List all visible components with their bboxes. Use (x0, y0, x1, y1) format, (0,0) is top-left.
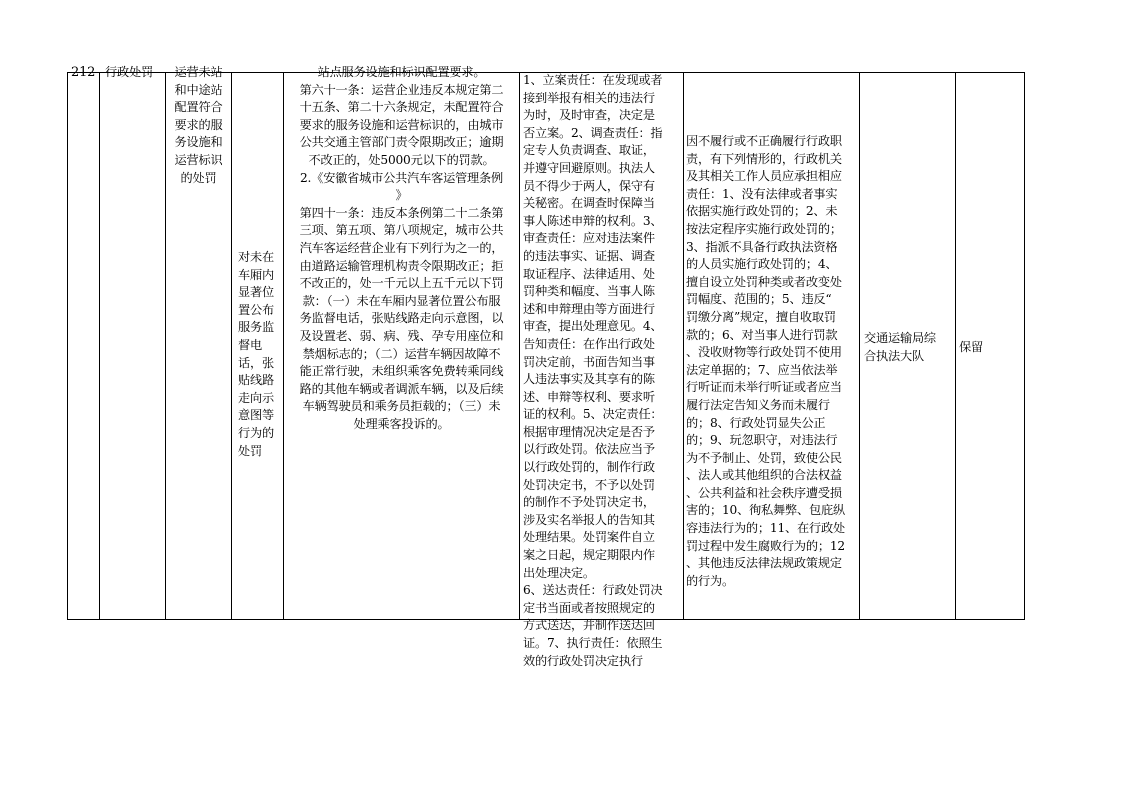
text-line: 因不履行或不正确履行行政职 (686, 134, 842, 148)
sub-item-text (238, 249, 274, 460)
text-line: 、法人或其他组织的合法权益 (686, 468, 842, 483)
text-line: 公共交通主管部门责令限期改正；逾期 (299, 135, 504, 150)
text-line: 的；8、行政处罚显失公正 (686, 415, 826, 430)
text-line: 2.《安徽省城市公共汽车客运管理条例 (299, 170, 504, 185)
text-line: 第四十一条：违反本条例第二十二条第 (299, 205, 504, 220)
text-line: 禁烟标志的；（二）运营车辆因故障不 (302, 346, 501, 361)
text-line: 定专人负责调查、取证， (523, 143, 655, 158)
department-text (864, 329, 936, 365)
text-line: 述、申辩等权利、要求听 (523, 389, 655, 404)
text-line: 置公布 (238, 302, 274, 317)
text-line: 取证程序、法律适用、处 (523, 266, 655, 281)
text-line: 、公共利益和社会秩序遭受损 (686, 485, 842, 500)
status-cell (956, 73, 1026, 619)
text-line: 方式送达，并制作送达回 (523, 618, 655, 633)
text-line: 责，有下列情形的，行政机关 (686, 151, 842, 166)
responsibility-text (523, 72, 662, 670)
text-line: 三项、第五项、第八项规定，城市公共 (299, 223, 504, 238)
row-number-cell (68, 65, 100, 619)
text-line: 运营未站 (174, 65, 223, 79)
text-line: 不改正的，处一千元以上五千元以下罚 (299, 276, 504, 291)
text-line: 不改正的，处5000元以下的罚款。 (308, 152, 495, 167)
table-row (67, 65, 1025, 668)
text-line: 事人陈述申辩的权利。3、 (523, 213, 663, 228)
text-line: 的行为。 (686, 573, 734, 588)
text-line: 审查，提出处理意见。4、 (523, 319, 663, 334)
text-line: 行听证而未举行听证或者应当 (686, 380, 842, 395)
text-line: 的人员实施行政处罚的；4、 (686, 257, 838, 272)
text-line: 否立案。2、调查责任：指 (523, 125, 663, 140)
text-line: 汽车客运经营企业有下列行为之一的， (299, 240, 504, 255)
sub-item-cell (232, 73, 284, 619)
text-line: 1、立案责任：在发现或者 (523, 73, 663, 87)
text-line: 款的；6、对当事人进行罚款 (686, 327, 838, 342)
accountability-text (686, 133, 845, 590)
text-line: 处罚 (238, 443, 262, 458)
text-line: 的违法事实、证据、调查 (523, 248, 655, 263)
text-line: 要求的服务设施和运营标识的，由城市 (299, 117, 504, 132)
text-line: 车辆驾驶员和乘务员拒载的；（三）未 (302, 399, 501, 414)
text-line: 容违法行为的；11、在行政处 (686, 521, 845, 536)
text-line: 关秘密。在调查时保障当 (523, 196, 655, 211)
text-line: 责任：1、没有法律或者事实 (686, 186, 838, 201)
text-line: 走向示 (238, 390, 274, 405)
text-line: 证的权利。5、决定责任： (523, 407, 663, 422)
text-line: 务监督电话，张贴线路走向示意图，以 (299, 311, 504, 326)
text-line: 话，张 (238, 355, 274, 370)
text-line: 由道路运输管理机构责令限期改正；拒 (299, 258, 504, 273)
text-line: 根据审理情况决定是否予 (523, 424, 655, 439)
text-line: 行为的 (238, 425, 274, 440)
text-line: 督电 (238, 337, 262, 352)
responsibility-cell (520, 73, 684, 668)
text-line: 员不得少于两人，保守有 (523, 178, 655, 193)
text-line: 按法定程序实施行政处罚的； (686, 221, 842, 236)
text-line: 罚缴分离”规定，擅自收取罚 (686, 309, 836, 324)
text-line: 并遵守回避原则。执法人 (523, 160, 655, 175)
text-line: 为不予制止、处罚，致使公民 (686, 450, 842, 465)
text-line: 处理结果。处罚案件自立 (523, 530, 655, 545)
text-line: 定书当面或者按照规定的 (523, 600, 655, 615)
text-line: 的处罚 (180, 170, 217, 185)
item-name-text (166, 64, 231, 187)
text-line: 车厢内 (238, 267, 274, 282)
text-line: 能正常行驶，未组织乘客免费转乘同线 (299, 364, 504, 379)
text-line: 处罚决定书，不予以处罚 (523, 477, 655, 492)
item-name-cell (166, 65, 232, 619)
text-line: 意图等 (238, 408, 274, 423)
text-line: 合执法大队 (864, 349, 924, 363)
text-line: 审查责任：应对违法案件 (523, 231, 655, 246)
text-line: 述和申辩理由等方面进行 (523, 301, 655, 316)
text-line: 交通运输局综 (864, 331, 936, 345)
text-line: 运营标识 (174, 152, 223, 167)
text-line: 履行法定告知义务而未履行 (686, 397, 830, 412)
text-line: 以行政处罚。依法应当予 (523, 442, 655, 457)
row-number: 212 (71, 65, 96, 80)
text-line: 配置符合 (174, 100, 223, 115)
text-line: 为时，及时审查，决定是 (523, 108, 655, 123)
accountability-cell (684, 73, 860, 619)
text-line: 涉及实名举报人的告知其 (523, 512, 655, 527)
text-line: 对未在 (238, 250, 274, 264)
text-line: 罚幅度、范围的；5、违反“ (686, 292, 832, 307)
text-line: 6、送达责任：行政处罚决 (523, 583, 663, 598)
text-line: 人违法事实及其享有的陈 (523, 372, 655, 387)
text-line: 》 (395, 188, 408, 203)
text-line: 、其他违反法律法规政策规定 (686, 556, 842, 571)
text-line: 证。7、执行责任：依照生 (523, 636, 663, 650)
text-line: 擅自设立处罚种类或者改变处 (686, 274, 842, 289)
text-line: 十五条、第二十六条规定，未配置符合 (299, 100, 504, 115)
legal-basis-cell (284, 65, 520, 619)
text-line: 接到举报有相关的违法行 (523, 90, 655, 105)
text-line: 处理乘客投诉的。 (353, 416, 450, 431)
text-line: 站点服务设施和标识配置要求。 (317, 65, 486, 79)
text-line: 和中途站 (174, 82, 223, 97)
text-line: 及其相关工作人员应承担相应 (686, 169, 842, 184)
text-line: 、没收财物等行政处罚不使用 (686, 345, 842, 360)
text-line: 以行政处罚的，制作行政 (523, 460, 655, 475)
text-line: 要求的服 (174, 117, 223, 132)
text-line: 案之日起，规定期限内作 (523, 548, 655, 563)
text-line: 法定单据的；7、应当依法举 (686, 362, 838, 377)
category-text: 行政处罚 (105, 65, 153, 79)
category-cell (100, 65, 166, 619)
status-text: 保留 (959, 340, 983, 354)
text-line: 服务监 (238, 320, 274, 335)
text-line: 务设施和 (174, 135, 223, 150)
text-line: 罚决定前，书面告知当事 (523, 354, 655, 369)
text-line: 出处理决定。 (523, 565, 595, 580)
legal-basis-text (286, 64, 517, 433)
text-line: 依据实施行政处罚的；2、未 (686, 204, 838, 219)
text-line: 及设置老、弱、病、残、孕专用座位和 (299, 328, 504, 343)
text-line: 罚过程中发生腐败行为的；12 (686, 538, 845, 553)
text-line: 的制作不予处罚决定书， (523, 495, 655, 510)
text-line: 3、指派不具备行政执法资格 (686, 239, 838, 254)
text-line: 第六十一条：运营企业违反本规定第二 (299, 82, 504, 97)
text-line: 款：（一）未在车厢内显著位置公布服 (302, 293, 501, 308)
text-line: 的；9、玩忽职守，对违法行 (686, 433, 838, 448)
text-line: 贴线路 (238, 373, 274, 388)
text-line: 罚种类和幅度、当事人陈 (523, 284, 655, 299)
text-line: 路的其他车辆或者调派车辆，以及后续 (299, 381, 504, 396)
text-line: 显著位 (238, 285, 274, 300)
text-line: 效的行政处罚决定执行 (523, 653, 643, 668)
department-cell (860, 73, 956, 619)
text-line: 害的；10、徇私舞弊、包庇纵 (686, 503, 845, 518)
text-line: 告知责任：在作出行政处 (523, 336, 655, 351)
